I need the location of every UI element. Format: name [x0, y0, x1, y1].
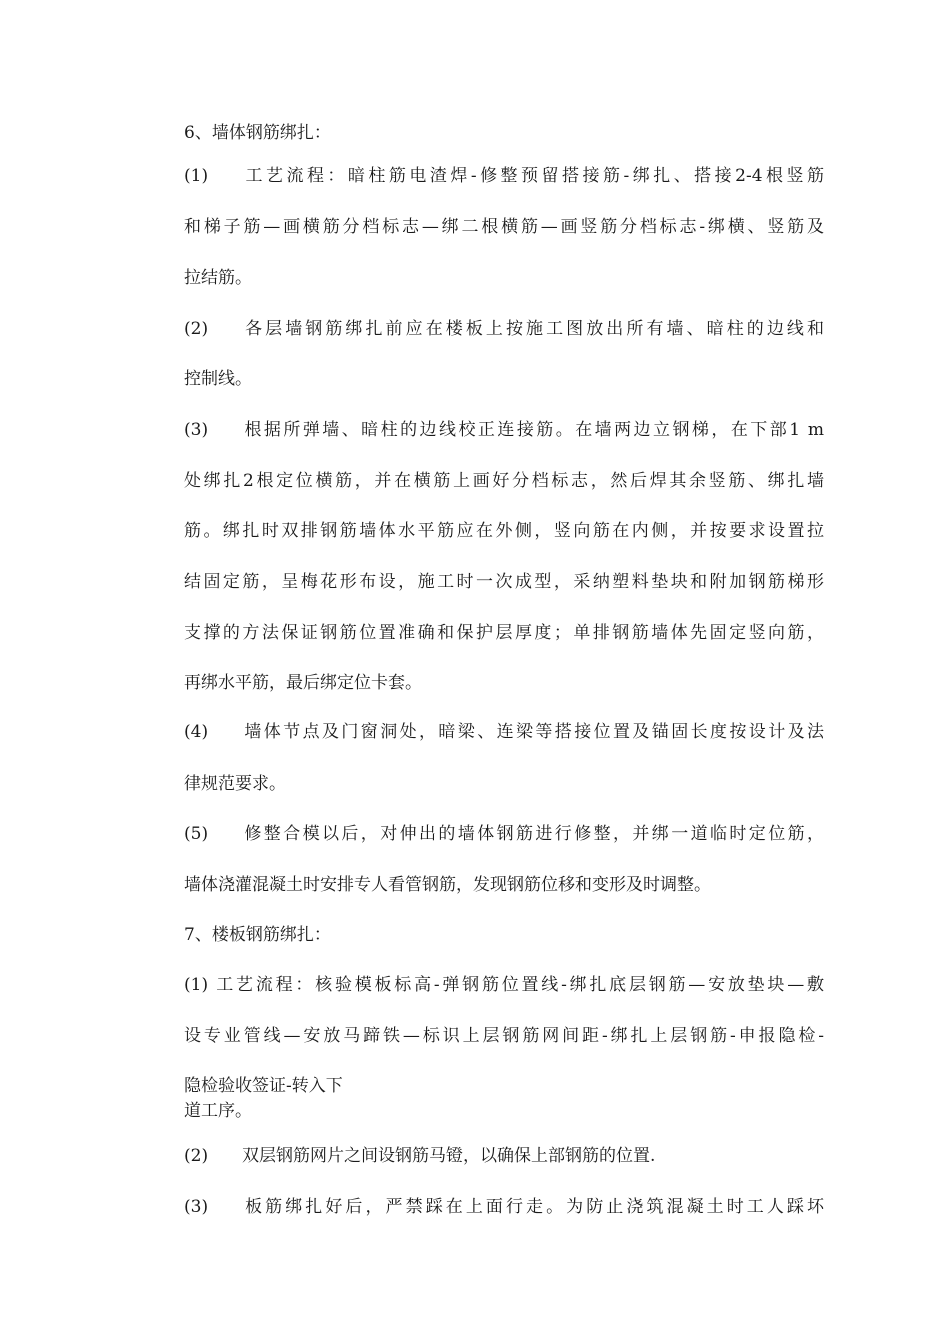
section-7-item-1-line-3: 隐检验收签证-转入下: [184, 1076, 343, 1096]
paragraph-text: 工艺流程：暗柱筋电渣焊-修整预留搭接筋-绑扎、搭接2-4根竖筋: [242, 166, 824, 186]
section-6-item-3-line-1: [184, 418, 824, 442]
paragraph-text: 根据所弹墙、暗柱的边线校正连接筋。在墙两边立钢梯，在下部1 m: [242, 420, 824, 440]
paragraph-text: 板筋绑扎好后，严禁踩在上面行走。为防止浇筑混凝土时工人踩坏: [242, 1197, 824, 1217]
section-6-item-2-line-2: 控制线。: [184, 369, 252, 389]
section-7-item-1-line-4: 道工序。: [184, 1101, 252, 1121]
section-6-item-1-line-1: [184, 164, 824, 188]
item-number: (3): [184, 1197, 209, 1217]
section-6-item-2-line-1: [184, 317, 824, 341]
paragraph-text: 修整合模以后，对伸出的墙体钢筋进行修整，并绑一道临时定位筋，: [242, 824, 824, 844]
section-6-item-4-line-2: 律规范要求。: [184, 774, 286, 794]
item-number: (1): [184, 166, 209, 186]
section-7-heading: 7、楼板钢筋绑扎：: [184, 925, 331, 945]
section-6-item-4-line-1: [184, 720, 824, 744]
item-number: (4): [184, 722, 209, 742]
item-number: (2): [184, 319, 209, 339]
section-6-item-3-line-3: 筋。绑扎时双排钢筋墙体水平筋应在外侧，竖向筋在内侧，并按要求设置拉: [184, 521, 824, 541]
paragraph-text: 墙体节点及门窗洞处，暗梁、连梁等搭接位置及锚固长度按设计及法: [242, 722, 824, 742]
section-6-item-3-line-4: 结固定筋，呈梅花形布设，施工时一次成型，采纳塑料垫块和附加钢筋梯形: [184, 572, 824, 592]
section-7-item-1-line-2: 设专业管线—安放马蹄铁—标识上层钢筋网间距-绑扎上层钢筋-申报隐检-: [184, 1026, 824, 1046]
paragraph-text: 双层钢筋网片之间设钢筋马镫，以确保上部钢筋的位置.: [242, 1146, 656, 1166]
item-number: (2): [184, 1146, 209, 1166]
section-6-item-1-line-2: 和梯子筋—画横筋分档标志—绑二根横筋—画竖筋分档标志-绑横、竖筋及: [184, 217, 824, 237]
section-6-item-5-line-2: 墙体浇灌混凝土时安排专人看管钢筋，发现钢筋位移和变形及时调整。: [184, 875, 711, 895]
section-6-heading: 6、墙体钢筋绑扎：: [184, 123, 331, 143]
section-6-item-3-line-2: 处绑扎2根定位横筋，并在横筋上画好分档标志，然后焊其余竖筋、绑扎墙: [184, 471, 824, 491]
item-number: (5): [184, 824, 209, 844]
section-6-item-3-line-5: 支撑的方法保证钢筋位置准确和保护层厚度；单排钢筋墙体先固定竖向筋，: [184, 623, 824, 643]
paragraph-text: 各层墙钢筋绑扎前应在楼板上按施工图放出所有墙、暗柱的边线和: [242, 319, 824, 339]
section-6-item-5-line-1: [184, 822, 824, 846]
section-7-item-2-line-1: [184, 1144, 824, 1168]
item-number: (3): [184, 420, 209, 440]
section-7-item-3-line-1: [184, 1195, 824, 1219]
section-6-item-3-line-6: 再绑水平筋，最后绑定位卡套。: [184, 673, 422, 693]
section-6-item-1-line-3: 拉结筋。: [184, 268, 252, 288]
section-7-item-1-line-1: (1) 工艺流程：核验模板标高-弹钢筋位置线-绑扎底层钢筋—安放垫块—敷: [184, 975, 824, 995]
